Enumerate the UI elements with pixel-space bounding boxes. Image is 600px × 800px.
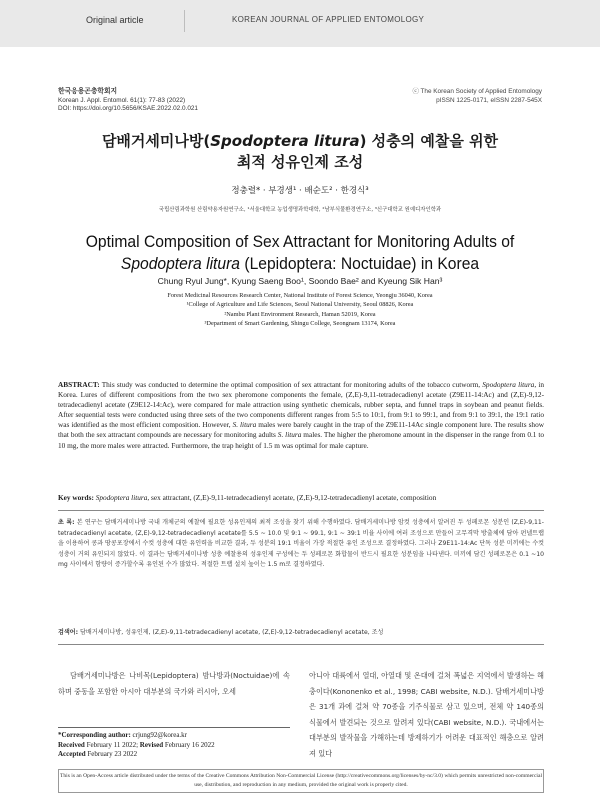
affiliations-english [0, 291, 600, 329]
affiliation: ³Department of Smart Gardening, Shingu College, Seongnam 13174, Korea [204, 320, 396, 328]
kr-keywords-label: 검색어: [58, 629, 79, 636]
affiliation: ¹College of Agriculture and Life Sciences, Seoul National University, Seoul 08826, Korea [186, 301, 414, 309]
title-korean [0, 131, 600, 173]
keywords-label: Key words: [58, 493, 94, 502]
kr-abstract-label: 초 록: [58, 519, 75, 526]
section-divider [58, 644, 544, 645]
abstract-text: males. The higher the pheromone amount in the dispenser in the range from 0.1 to 10 mg, the more males were attracted. Furthermore, the trap height of 1.5 m was optimal for male capture. [58, 430, 545, 450]
society-copyright: ⓒ The Korean Society of Applied Entomology [412, 88, 542, 95]
revised-date: February 16 2022 [163, 740, 215, 749]
keywords-species: Spodoptera litura [95, 493, 148, 502]
abstract-text: This study was conducted to determine the optimal composition of sex attractant for monitoring adults of the tobacco cutworm, [99, 380, 483, 389]
accepted-label: Accepted [58, 750, 86, 759]
kr-abstract-text: 본 연구는 담배거세미나방 국내 개체군의 예찰에 필요한 성유인제의 최적 조성을 찾기 위해 수행하였다. 담배거세미나방 암컷 성충에서 알려진 두 성페로몬 성분인 (Z,E)-9,11-tetradecadienyl acetate, (Z,E)-9,12-tetradecadienyl acetate를 5.5 ~ 10.0 및 9:1 ~ 99.1, 9:1 ~ 39:1 비율 사이에 여러 조성으로 만들어 고무격막 방출체에 담아 펀넬트랩을 이용하여 콩과 땅콩포장에서 수컷 성충에 대한 유인력을 비교한 결과, 두 성분의 19:1 비율이 가장 적절한 유인 조성으로 결정하였다. 그러나 Z9E11-14:Ac 단독 성분 미끼에는 수컷 성충이 거의 유인되지 않았다. 이 결과는 담배거세미나방 성충 예찰용의 성유인제 구성에는 두 성페로몬 화합물이 반드시 필요한 성분임을 나타낸다. 미끼에 담긴 성페로몬은 0.1 ~10 mg 사이에서 함량이 증가할수록 유인된 수가 많았다. 적절한 트랩 설치 높이는 1.5 m로 결정하였다. [58, 519, 544, 569]
title-en-line2: (Lepidoptera: Noctuidae) in Korea [240, 254, 480, 273]
abstract-species: Spodoptera litura [482, 380, 535, 389]
abstract-species: S. litura [277, 430, 302, 440]
journal-reference: Korean J. Appl. Entomol. 61(1): 77-83 (2022) [58, 96, 186, 104]
article-type: Original article [86, 15, 144, 25]
abstract-english [58, 380, 544, 451]
title-en-line1: Optimal Composition of Sex Attractant for Monitoring Adults of [85, 232, 515, 251]
received-date: February 11 2022; [84, 740, 140, 749]
journal-header-bar [0, 0, 600, 47]
abstract-text: males were barely caught in the trap of the Z9E11-14Ac single component lure. The results show that both the sex attractant compounds are necessary for monitoring adults [58, 420, 544, 440]
citation-block [58, 88, 198, 114]
journal-name: KOREAN JOURNAL OF APPLIED ENTOMOLOGY [232, 15, 425, 24]
header-divider [184, 10, 185, 32]
abstract-species: S. litura [232, 420, 257, 430]
license-notice: This is an Open-Access article distributed under the terms of the Creative Commons Attribution Non-Commercial License (http://creativecommons.org/licenses/by-nc/3.0) which permits unrestricted non-commercial use, distribution, and reproduction in any medium, provided the original work is properly cited. [58, 769, 544, 793]
received-label: Received [58, 740, 85, 749]
footnote-rule [58, 727, 290, 728]
body-column-right: 아니아 대륙에서 열대, 아열대 및 온대에 걸쳐 폭넓은 지역에서 발생하는 해충이다(Kononenko et al., 1998; CABI website, N.D.). 담배거세미나방은 31개 과에 걸쳐 약 70종을 기주식물로 삼고 있으며, 전체 약 140종의 식물에서 발견되는 것으로 알려져 있다(CABI website, N.D.). 국내에서는 대부분의 발작물을 가해하는데 방제하기가 어려운 대표적인 해충으로 알려져 있다 [309, 671, 544, 758]
title-kr-line2: 최적 성유인제 조성 [236, 153, 364, 171]
copyright-block [342, 88, 542, 105]
authors-korean: 정충렬* · 부경생¹ · 배순도² · 한경식³ [231, 186, 369, 196]
corresponding-label: *Corresponding author: [58, 731, 131, 739]
title-english [24, 231, 576, 275]
revised-label: Revised [139, 740, 164, 749]
keywords-list: , sex attractant, (Z,E)-9,11-tetradecadienyl acetate, (Z,E)-9,12-tetradecadienyl acetate, composition [147, 493, 437, 502]
abstract-text: , in Korea. Lures of different compositions from the two sex pheromone components the female, (Z,E)-9,11-tetradecadienyl acetate (Z9E11-14:Ac) and (Z,E)-9,12-tetradecadienyl acetate (Z9E12-14:Ac), were compared for male attraction using synthetic chemicals, rubber septa, and funnel traps in soybean and peanut fields. After sequential tests were conducted using three sets of the two components different ranges from 5:5 to 10:1, from 9:1 to 99:1, and from 9:1 to 39:1, the 19:1 ratio was identified as the most efficient composition. However, [58, 380, 545, 430]
title-kr-species: Spodoptera litura [210, 132, 360, 150]
correspondence-block [58, 727, 290, 760]
section-divider [58, 510, 544, 511]
issn: pISSN 1225-0171, eISSN 2287-545X [436, 96, 542, 104]
journal-title-kr: 한국응용곤충학회지 [58, 88, 118, 95]
title-kr-part1: 담배거세미나방( [101, 132, 211, 150]
affiliation: Forest Medicinal Resources Research Center, National Institute of Forest Science, Yeongju 36040, Korea [167, 292, 433, 299]
kr-keywords-list: 담배거세미나방, 성유인제, (Z,E)-9,11-tetradecadienyl acetate, (Z,E)-9,12-tetradecadienyl acetate, 조성 [78, 629, 384, 636]
accepted-date: February 23 2022 [85, 750, 138, 759]
keywords-english [58, 493, 544, 503]
affiliations-korean: 국립산림과학원 산림약용자원연구소, ¹서울대학교 농업생명과학대학, ²남부식물환경연구소, ³신구대학교 원예디자인학과 [158, 207, 442, 213]
title-en-species: Spodoptera litura [120, 254, 241, 273]
body-column-left: 담배거세미나방은 나비목(Lepidoptera) 밤나방과(Noctuidae)에 속하며 중동을 포함한 아시아 대부분의 국가와 러시아, 오세 [58, 671, 290, 696]
abstract-label: ABSTRACT: [58, 380, 100, 389]
keywords-korean [58, 627, 544, 636]
corresponding-email[interactable]: crjung92@korea.kr [130, 731, 188, 739]
title-kr-part2: ) 성충의 예찰을 위한 [359, 132, 499, 150]
authors-english: Chung Ryul Jung*, Kyung Saeng Boo¹, Soondo Bae² and Kyeung Sik Han³ [157, 276, 443, 286]
affiliation: ²Nambu Plant Environment Research, Haman 52019, Korea [224, 310, 376, 318]
doi-link[interactable]: DOI: https://doi.org/10.5656/KSAE.2022.02.0.021 [58, 105, 198, 113]
abstract-korean [58, 518, 544, 571]
